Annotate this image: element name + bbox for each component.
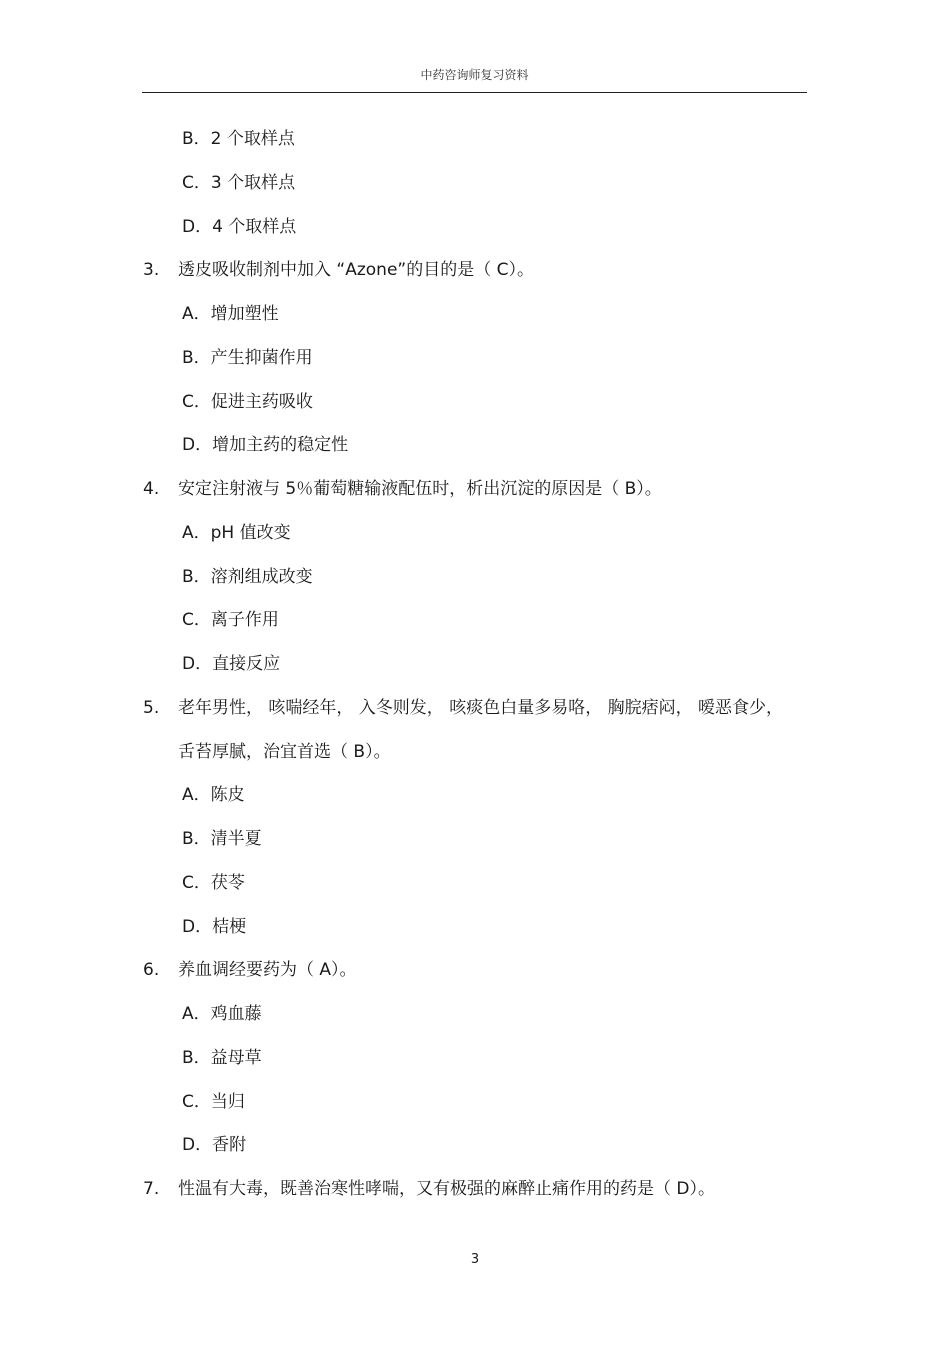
question-text: 养血调经要药为（ A）。 [178,960,357,980]
answer-option: C．3 个取样点 [182,173,296,193]
answer-option: A．陈皮 [182,785,245,805]
answer-option: C．促进主药吸收 [182,392,313,412]
question-text: 性温有大毒，既善治寒性哮喘，又有极强的麻醉止痛作用的药是（ D）。 [178,1179,715,1199]
answer-option: B．产生抑菌作用 [182,348,313,368]
answer-option: A．鸡血藤 [182,1004,262,1024]
answer-option: C．当归 [182,1092,245,1112]
question-text: 安定注射液与 5％葡萄糖输液配伍时，析出沉淀的原因是（ B）。 [178,479,662,499]
answer-option: B．溶剂组成改变 [182,567,313,587]
answer-option: A．增加塑性 [182,304,279,324]
question-text: 透皮吸收制剂中加入 “Azone”的目的是（ C）。 [178,260,534,280]
question-number: 4. [143,479,160,499]
page-header [142,66,807,93]
answer-option: D．增加主药的稳定性 [182,435,349,455]
question-number: 5. [143,698,160,718]
question-number: 7. [143,1179,160,1199]
answer-option: B．清半夏 [182,829,262,849]
page-number: 3 [470,1252,480,1267]
answer-option: D．桔梗 [182,917,247,937]
answer-option: D．香附 [182,1135,247,1155]
answer-option: C．离子作用 [182,610,279,630]
answer-option: B．益母草 [182,1048,262,1068]
question-text-continued: 舌苔厚腻，治宜首选（ B）。 [178,742,391,762]
answer-option: B．2 个取样点 [182,129,295,149]
question-text: 老年男性， 咳喘经年， 入冬则发， 咳痰色白量多易咯， 胸脘痞闷， 嗳恶食少， [178,698,784,718]
question-number: 6. [143,960,160,980]
answer-option: A．pH 值改变 [182,523,291,543]
header-title: 中药咨询师复习资料 [420,68,529,82]
question-number: 3. [143,260,160,280]
answer-option: D．直接反应 [182,654,281,674]
answer-option: D．4 个取样点 [182,217,297,237]
answer-option: C．茯苓 [182,873,245,893]
